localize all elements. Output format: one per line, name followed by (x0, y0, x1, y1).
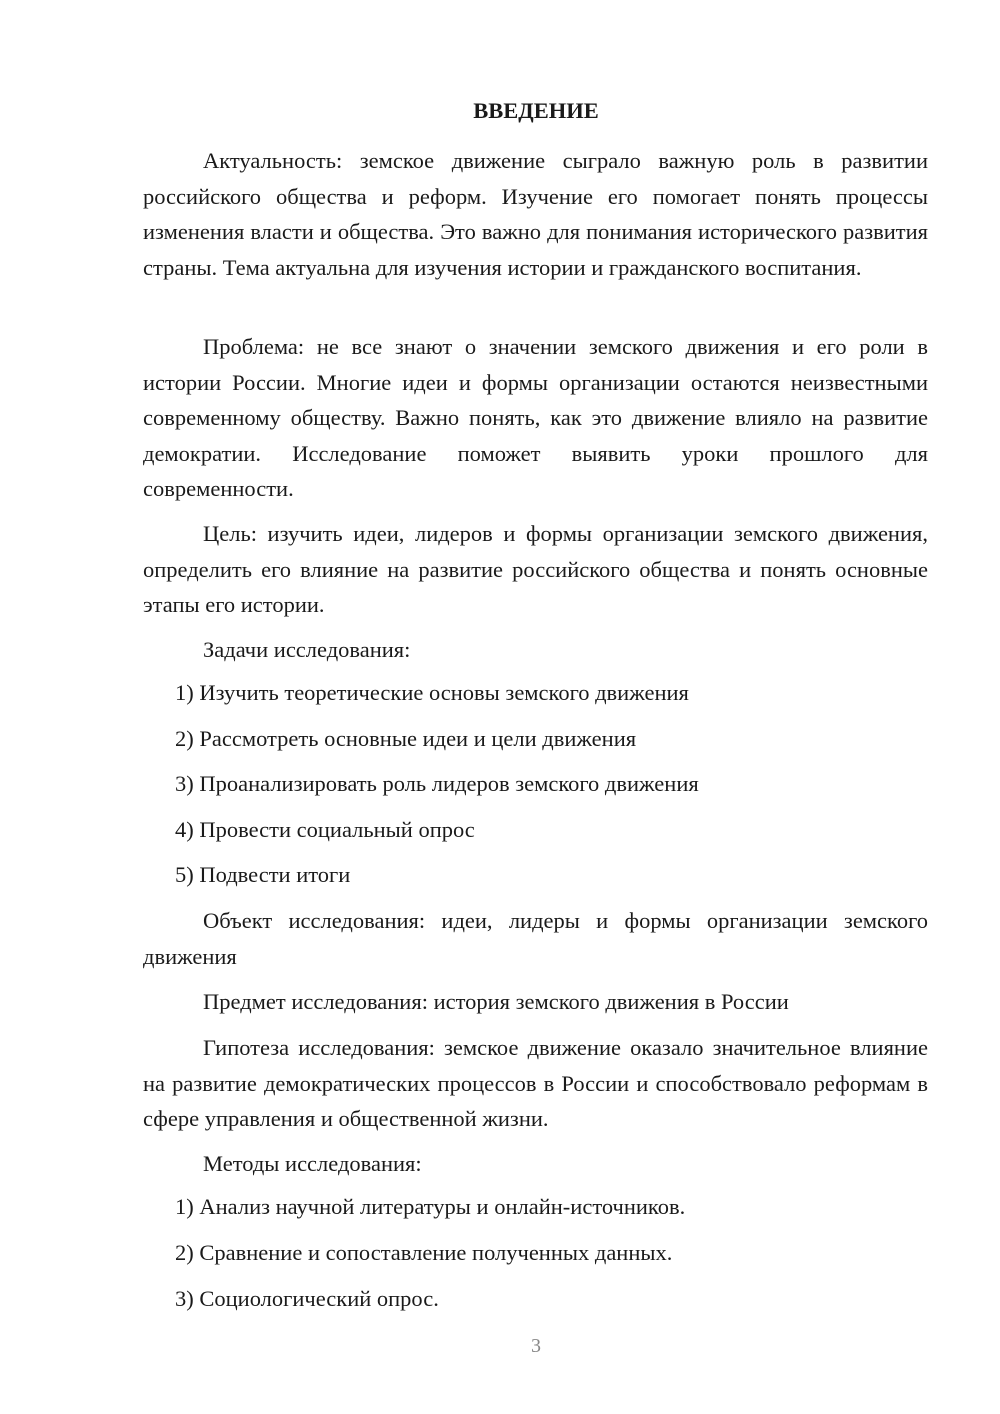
object-paragraph: Объект исследования: идеи, лидеры и формы организации земского движения (143, 908, 928, 969)
task-item: 4) Провести социальный опрос (175, 817, 475, 842)
problem-paragraph: Проблема: не все знают о значении земского движения и его роли в истории России. Многие идеи и формы организации остаются неизвестными современному обществу. Важно понять, как это движение влияло на развитие демократии. Исследование поможет выявить уроки прошлого для современности. (143, 334, 928, 501)
task-item: 5) Подвести итоги (175, 862, 351, 887)
tasks-heading: Задачи исследования: (203, 637, 411, 662)
page-title: ВВЕДЕНИЕ (473, 98, 599, 123)
method-item: 2) Сравнение и сопоставление полученных данных. (175, 1240, 673, 1265)
goal-paragraph: Цель: изучить идеи, лидеров и формы организации земского движения, определить его влияние на развитие российского общества и понять основные этапы его истории. (143, 521, 928, 617)
hypothesis-paragraph: Гипотеза исследования: земское движение оказало значительное влияние на развитие демократических процессов в России и способствовало реформам в сфере управления и общественной жизни. (143, 1035, 928, 1131)
relevance-paragraph: Актуальность: земское движение сыграло важную роль в развитии российского общества и реформ. Изучение его помогает понять процессы изменения власти и общества. Это важно для понимания исторического развития страны. Тема актуальна для изучения истории и гражданского воспитания. (143, 148, 928, 280)
method-item: 3) Социологический опрос. (175, 1286, 439, 1311)
method-item: 1) Анализ научной литературы и онлайн-источников. (175, 1194, 686, 1219)
task-item: 1) Изучить теоретические основы земского движения (175, 680, 689, 705)
subject-paragraph: Предмет исследования: история земского движения в России (203, 989, 789, 1014)
page-number: 3 (531, 1335, 541, 1357)
task-item: 3) Проанализировать роль лидеров земского движения (175, 771, 699, 796)
methods-heading: Методы исследования: (203, 1151, 422, 1176)
task-item: 2) Рассмотреть основные идеи и цели движения (175, 726, 637, 751)
